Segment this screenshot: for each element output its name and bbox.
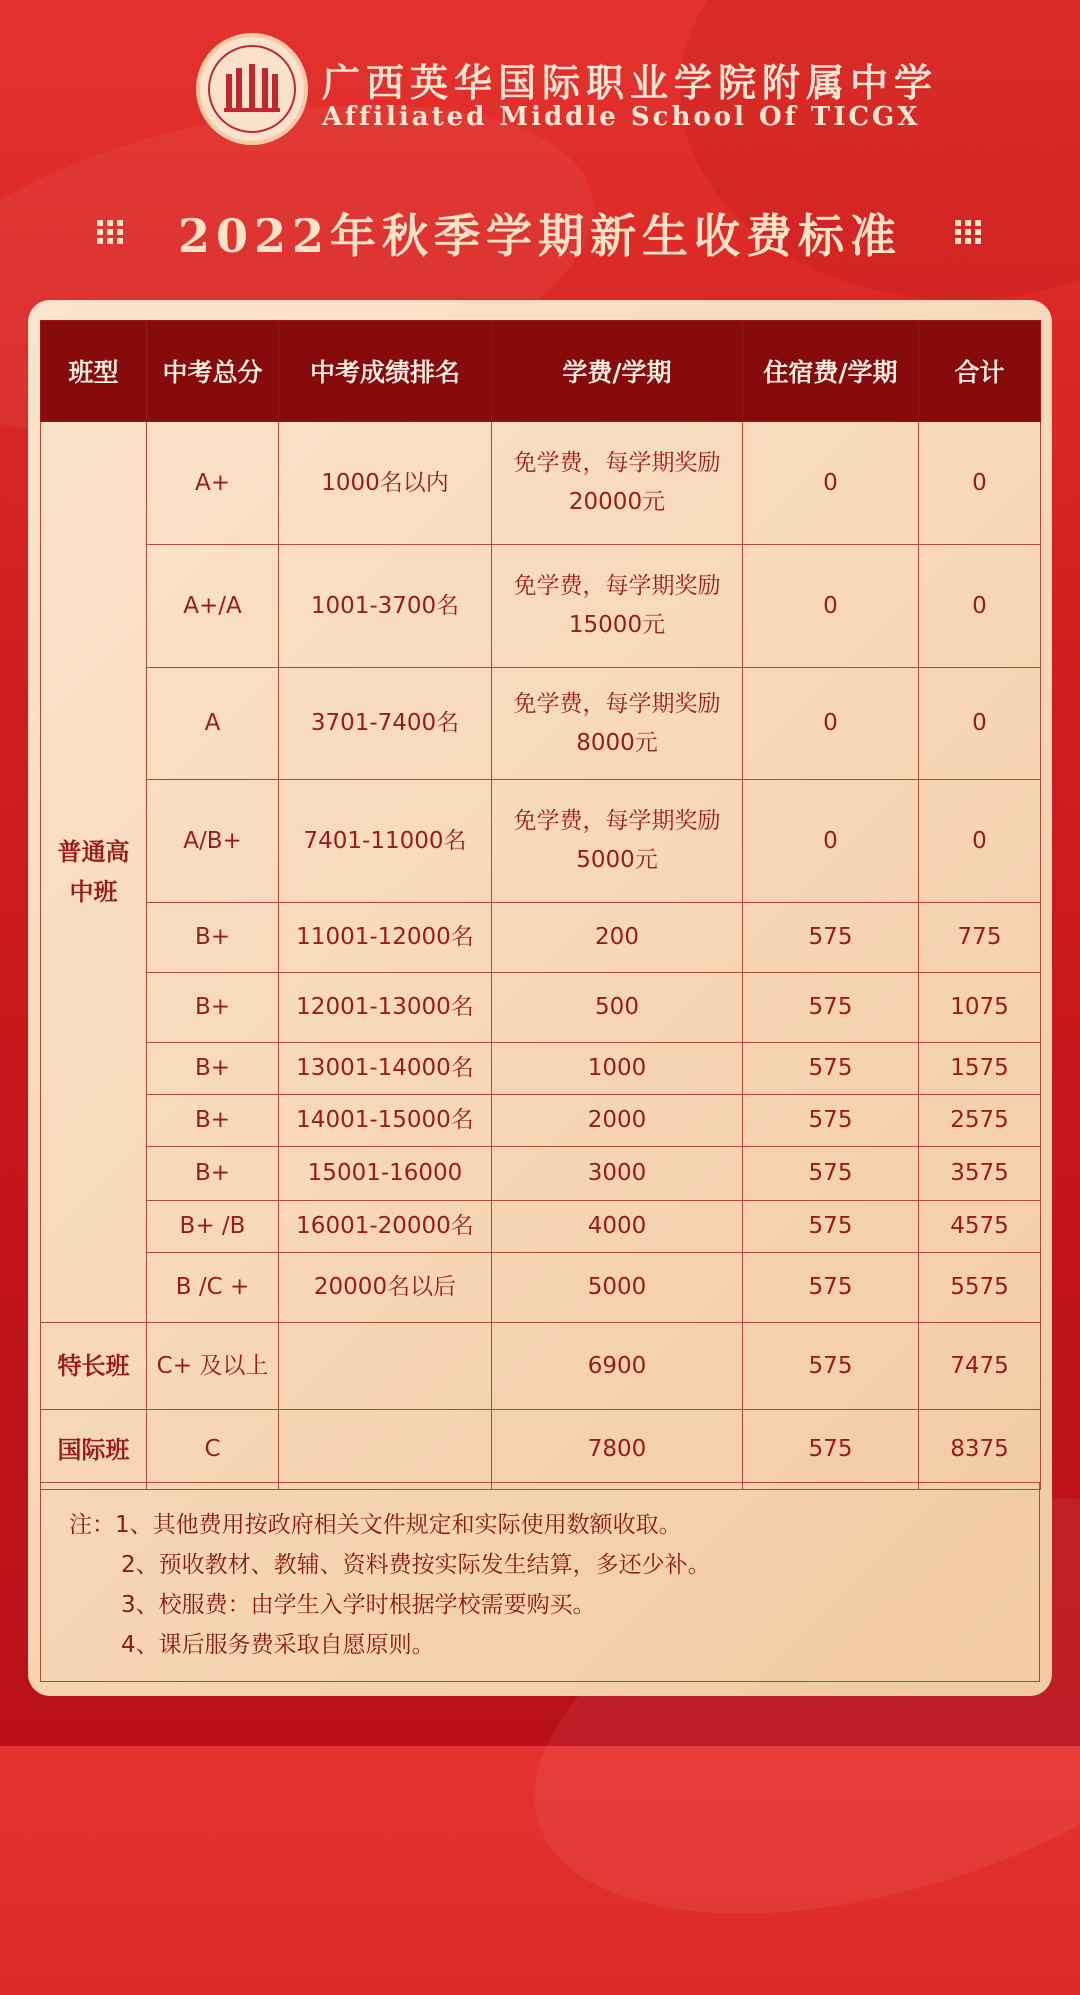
dorm-fee-cell: 575 (743, 1043, 919, 1095)
rank-cell: 16001-20000名 (279, 1201, 492, 1253)
rank-cell: 7401-11000名 (279, 780, 492, 903)
dorm-fee-cell: 575 (743, 903, 919, 973)
dorm-fee-cell: 0 (743, 780, 919, 903)
table-header-row (41, 321, 1041, 422)
tuition-cell: 5000 (492, 1253, 743, 1323)
rank-cell: 12001-13000名 (279, 973, 492, 1043)
dorm-fee-cell: 575 (743, 973, 919, 1043)
dorm-fee-cell: 575 (743, 1147, 919, 1201)
notes-section (40, 1482, 1040, 1682)
column-header-score: 中考总分 (147, 321, 279, 422)
tuition-cell: 2000 (492, 1095, 743, 1147)
score-cell: B+ /B (147, 1201, 279, 1253)
page-header (0, 0, 1080, 300)
table-row (41, 422, 1041, 545)
rank-cell: 15001-16000 (279, 1147, 492, 1201)
note-line: 2、预收教材、教辅、资料费按实际发生结算，多还少补。 (121, 1552, 711, 1578)
total-cell: 0 (919, 668, 1041, 780)
total-cell: 5575 (919, 1253, 1041, 1323)
tuition-cell: 7800 (492, 1410, 743, 1490)
dorm-fee-cell: 575 (743, 1410, 919, 1490)
note-line: 4、课后服务费采取自愿原则。 (121, 1632, 435, 1658)
table-row (41, 545, 1041, 668)
table-row (41, 1410, 1041, 1490)
column-header-class-type: 班型 (41, 321, 147, 422)
score-cell: A/B+ (147, 780, 279, 903)
dots-decoration-icon (955, 218, 983, 246)
tuition-cell: 免学费，每学期奖励15000元 (492, 545, 743, 668)
rank-cell: 20000名以后 (279, 1253, 492, 1323)
school-name-cn: 广西英华国际职业学院附属中学 (322, 60, 939, 105)
tuition-cell: 200 (492, 903, 743, 973)
total-cell: 0 (919, 422, 1041, 545)
rank-cell: 13001-14000名 (279, 1043, 492, 1095)
total-cell: 775 (919, 903, 1041, 973)
tuition-cell: 500 (492, 973, 743, 1043)
score-cell: B+ (147, 973, 279, 1043)
total-cell: 3575 (919, 1147, 1041, 1201)
dots-decoration-icon (97, 218, 125, 246)
table-row (41, 1201, 1041, 1253)
table-row (41, 973, 1041, 1043)
total-cell: 1075 (919, 973, 1041, 1043)
total-cell: 0 (919, 780, 1041, 903)
school-emblem-icon (208, 45, 296, 133)
score-cell: C (147, 1410, 279, 1490)
table-row (41, 903, 1041, 973)
tuition-cell: 1000 (492, 1043, 743, 1095)
table-row (41, 1323, 1041, 1410)
table-row (41, 1043, 1041, 1095)
table-row (41, 668, 1041, 780)
score-cell: B+ (147, 1043, 279, 1095)
note-line: 注：1、其他费用按政府相关文件规定和实际使用数额收取。 (69, 1512, 682, 1538)
column-header-tuition: 学费/学期 (492, 321, 743, 422)
score-cell: B+ (147, 903, 279, 973)
fee-panel (28, 300, 1052, 1696)
score-cell: B /C + (147, 1253, 279, 1323)
table-row (41, 1095, 1041, 1147)
rank-cell (279, 1323, 492, 1410)
rank-cell: 11001-12000名 (279, 903, 492, 973)
score-cell: C+ 及以上 (147, 1323, 279, 1410)
table-row (41, 1147, 1041, 1201)
total-cell: 0 (919, 545, 1041, 668)
column-header-dorm-fee: 住宿费/学期 (743, 321, 919, 422)
total-cell: 7475 (919, 1323, 1041, 1410)
dorm-fee-cell: 575 (743, 1253, 919, 1323)
dorm-fee-cell: 575 (743, 1323, 919, 1410)
tuition-cell: 免学费，每学期奖励5000元 (492, 780, 743, 903)
class-type-cell: 国际班 (41, 1410, 147, 1490)
total-cell: 2575 (919, 1095, 1041, 1147)
tuition-cell: 免学费，每学期奖励20000元 (492, 422, 743, 545)
note-line: 3、校服费：由学生入学时根据学校需要购买。 (121, 1592, 596, 1618)
rank-cell: 3701-7400名 (279, 668, 492, 780)
dorm-fee-cell: 0 (743, 422, 919, 545)
class-type-cell: 普通高中班 (41, 422, 147, 1323)
score-cell: B+ (147, 1095, 279, 1147)
dorm-fee-cell: 575 (743, 1095, 919, 1147)
tuition-cell: 4000 (492, 1201, 743, 1253)
score-cell: A (147, 668, 279, 780)
fee-table (40, 320, 1041, 1490)
table-row (41, 780, 1041, 903)
score-cell: B+ (147, 1147, 279, 1201)
school-name-en: Affiliated Middle School Of TICGX (322, 102, 921, 132)
school-logo (196, 33, 308, 145)
rank-cell: 1000名以内 (279, 422, 492, 545)
rank-cell: 14001-15000名 (279, 1095, 492, 1147)
total-cell: 4575 (919, 1201, 1041, 1253)
score-cell: A+/A (147, 545, 279, 668)
page-title: 2022年秋季学期新生收费标准 (177, 209, 903, 263)
column-header-total: 合计 (919, 321, 1041, 422)
dorm-fee-cell: 575 (743, 1201, 919, 1253)
score-cell: A+ (147, 422, 279, 545)
rank-cell: 1001-3700名 (279, 545, 492, 668)
table-row (41, 1253, 1041, 1323)
tuition-cell: 免学费，每学期奖励8000元 (492, 668, 743, 780)
dorm-fee-cell: 0 (743, 545, 919, 668)
dorm-fee-cell: 0 (743, 668, 919, 780)
total-cell: 8375 (919, 1410, 1041, 1490)
tuition-cell: 3000 (492, 1147, 743, 1201)
tuition-cell: 6900 (492, 1323, 743, 1410)
total-cell: 1575 (919, 1043, 1041, 1095)
rank-cell (279, 1410, 492, 1490)
class-type-cell: 特长班 (41, 1323, 147, 1410)
column-header-rank: 中考成绩排名 (279, 321, 492, 422)
